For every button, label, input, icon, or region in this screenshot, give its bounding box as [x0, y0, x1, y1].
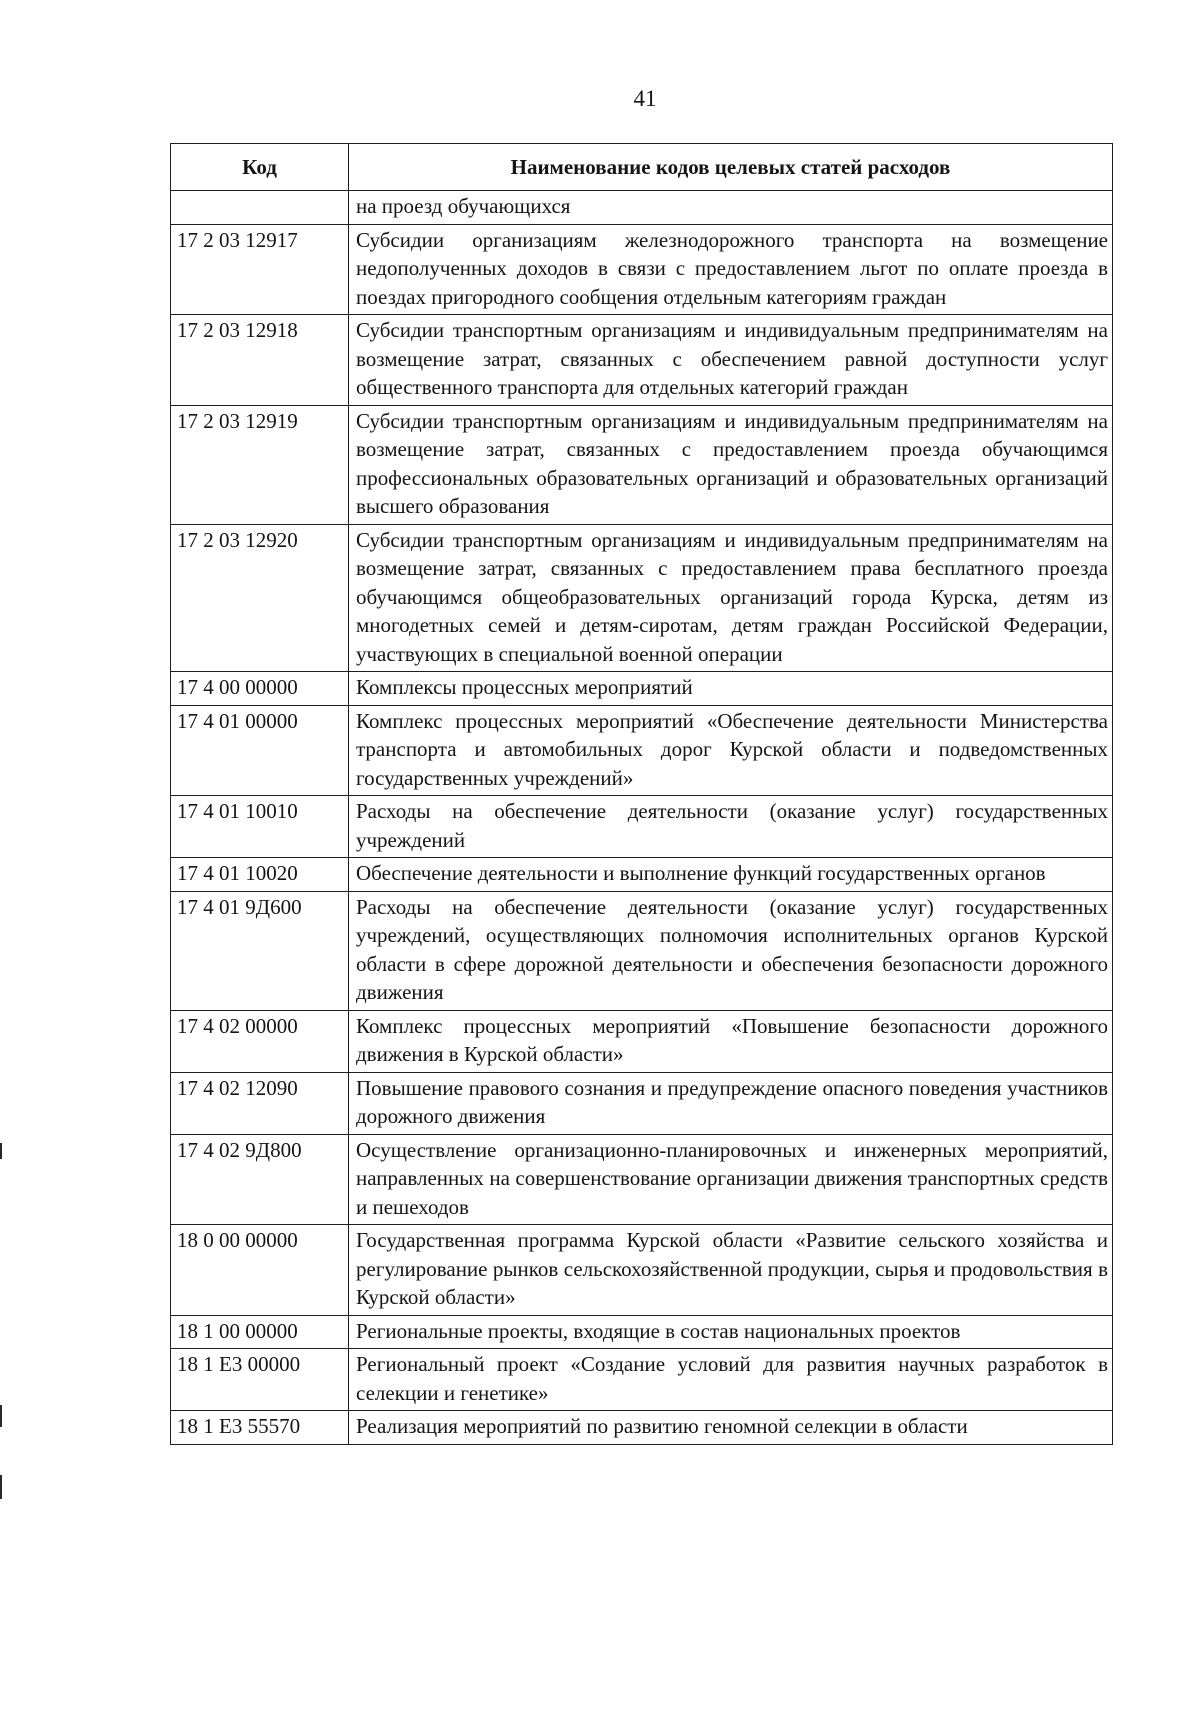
scan-edge-mark — [0, 1475, 2, 1499]
row-code: 17 4 01 10020 — [171, 858, 349, 892]
column-header-name: Наименование кодов целевых статей расходов — [349, 144, 1113, 191]
table-row — [171, 1349, 1113, 1411]
row-name: Субсидии транспортным организациям и индивидуальным предпринимателям на возмещение затрат, связанных с обеспечением равной доступности услуг общественного транспорта для отдельных категорий граждан — [349, 315, 1113, 406]
row-name: Субсидии транспортным организациям и индивидуальным предпринимателям на возмещение затрат, связанных с предоставлением проезда обучающимся профессиональных образовательных организаций и образовательных организаций высшего образования — [349, 405, 1113, 524]
row-code: 17 4 01 00000 — [171, 705, 349, 796]
row-code: 17 4 02 00000 — [171, 1010, 349, 1072]
row-name: Расходы на обеспечение деятельности (оказание услуг) государственных учреждений — [349, 796, 1113, 858]
table-row — [171, 405, 1113, 524]
row-name: Региональные проекты, входящие в состав национальных проектов — [349, 1315, 1113, 1349]
row-name: Региональный проект «Создание условий для развития научных разработок в селекции и генетике» — [349, 1349, 1113, 1411]
table-header-row — [171, 144, 1113, 191]
page-number: 41 — [633, 86, 657, 111]
row-code: 17 2 03 12917 — [171, 224, 349, 315]
table-row — [171, 191, 1113, 225]
target-expense-codes-table — [170, 143, 1113, 1445]
row-code: 17 4 01 10010 — [171, 796, 349, 858]
row-name: Обеспечение деятельности и выполнение функций государственных органов — [349, 858, 1113, 892]
row-code: 17 2 03 12920 — [171, 524, 349, 672]
table-row — [171, 1411, 1113, 1445]
row-name: Субсидии транспортным организациям и индивидуальным предпринимателям на возмещение затрат, связанных с предоставлением права бесплатного проезда обучающимся общеобразовательных организаций города Курска, детям из многодетных семей и детям-сиротам, детям граждан Российской Федерации, участвующих в специальной военной операции — [349, 524, 1113, 672]
row-code: 17 4 01 9Д600 — [171, 891, 349, 1010]
table-row — [171, 224, 1113, 315]
column-header-code: Код — [171, 144, 349, 191]
table-row — [171, 672, 1113, 706]
row-name: Государственная программа Курской области «Развитие сельского хозяйства и регулирование рынков сельскохозяйственной продукции, сырья и продовольствия в Курской области» — [349, 1225, 1113, 1316]
row-code: 17 4 02 12090 — [171, 1072, 349, 1134]
row-name: Комплекс процессных мероприятий «Повышение безопасности дорожного движения в Курской области» — [349, 1010, 1113, 1072]
row-name: Реализация мероприятий по развитию геномной селекции в области — [349, 1411, 1113, 1445]
row-name: Субсидии организациям железнодорожного транспорта на возмещение недополученных доходов в связи с предоставлением льгот по оплате проезда в поездах пригородного сообщения отдельным категориям граждан — [349, 224, 1113, 315]
table-row — [171, 705, 1113, 796]
row-code: 17 2 03 12918 — [171, 315, 349, 406]
table-row — [171, 796, 1113, 858]
table-row — [171, 524, 1113, 672]
row-name: Повышение правового сознания и предупреждение опасного поведения участников дорожного движения — [349, 1072, 1113, 1134]
table-row — [171, 315, 1113, 406]
table-row — [171, 1134, 1113, 1225]
row-code: 18 0 00 00000 — [171, 1225, 349, 1316]
row-name: Комплексы процессных мероприятий — [349, 672, 1113, 706]
row-code: 17 4 00 00000 — [171, 672, 349, 706]
scan-edge-mark — [0, 1405, 2, 1427]
table-row — [171, 858, 1113, 892]
row-name: на проезд обучающихся — [349, 191, 1113, 225]
row-code: 17 4 02 9Д800 — [171, 1134, 349, 1225]
table-row — [171, 1225, 1113, 1316]
row-name: Расходы на обеспечение деятельности (оказание услуг) государственных учреждений, осуществляющих полномочия исполнительных органов Курской области в сфере дорожной деятельности и обеспечения безопасности дорожного движения — [349, 891, 1113, 1010]
table-row — [171, 891, 1113, 1010]
row-name: Осуществление организационно-планировочных и инженерных мероприятий, направленных на совершенствование организации движения транспортных средств и пешеходов — [349, 1134, 1113, 1225]
row-code: 17 2 03 12919 — [171, 405, 349, 524]
row-name: Комплекс процессных мероприятий «Обеспечение деятельности Министерства транспорта и автомобильных дорог Курской области и подведомственных государственных учреждений» — [349, 705, 1113, 796]
table-row — [171, 1010, 1113, 1072]
row-code: 18 1 Е3 55570 — [171, 1411, 349, 1445]
row-code: 18 1 00 00000 — [171, 1315, 349, 1349]
row-code — [171, 191, 349, 225]
scan-edge-mark — [0, 1143, 2, 1159]
table-row — [171, 1315, 1113, 1349]
row-code: 18 1 Е3 00000 — [171, 1349, 349, 1411]
table-row — [171, 1072, 1113, 1134]
